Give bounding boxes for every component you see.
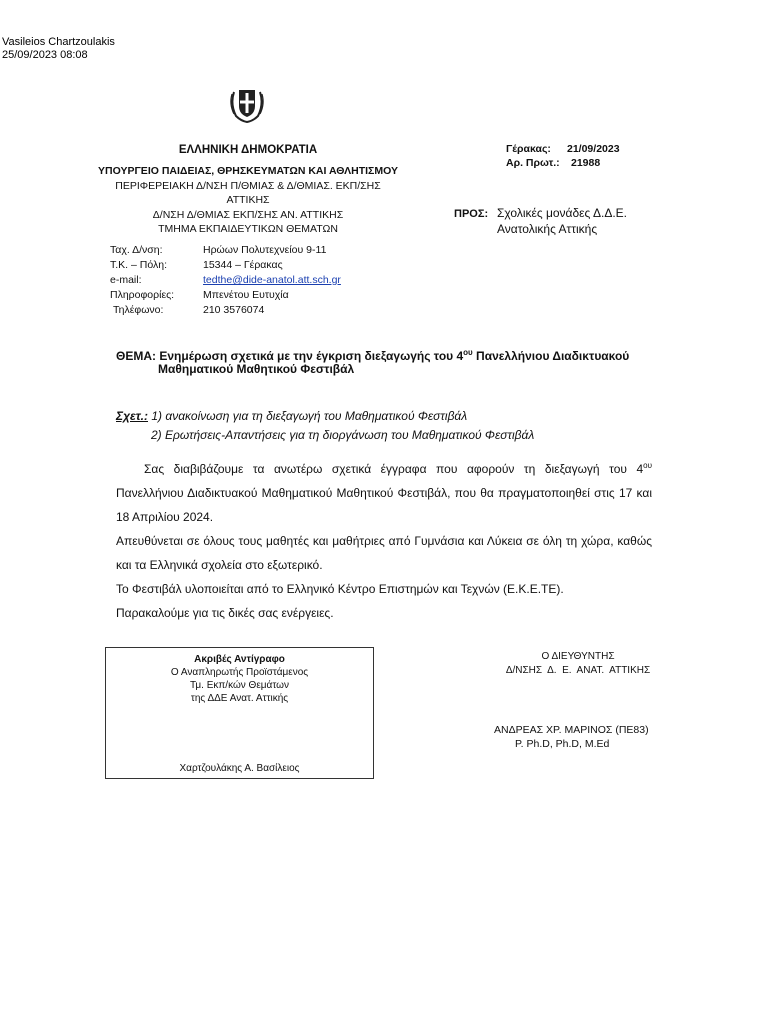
address-value: Ηρώων Πολυτεχνείου 9-11 (203, 244, 327, 256)
letter-body (116, 454, 652, 625)
body-p1-post: Πανελλήνιου Διαδικτυακού Μαθηματικού Μαθητικού Φεστιβάλ, που θα πραγματοποιηθεί στις 17 και 18 Απριλίου 2024. (116, 486, 652, 524)
director-degrees: P. Ph.D, Ph.D, M.Ed (515, 738, 610, 750)
phone-value: 210 3576074 (203, 304, 265, 316)
address-label: Ταχ. Δ/νση: (110, 244, 163, 256)
body-paragraph-3: Το Φεστιβάλ υλοποιείται από το Ελληνικό Κέντρο Επιστημών και Τεχνών (Ε.Κ.Ε.ΤΕ). (116, 582, 564, 596)
postal-label: Τ.Κ. – Πόλη: (110, 259, 168, 271)
subject-text-pre: Ενημέρωση σχετικά με την έγκριση διεξαγωγής του 4 (159, 349, 464, 363)
protocol-label: Αρ. Πρωτ.: (506, 157, 560, 169)
regional-directorate-line2: ΑΤΤΙΚΗΣ (226, 194, 270, 206)
body-p1-pre: Σας διαβιβάζουμε τα ανωτέρω σχετικά έγγραφα που αφορούν τη διεξαγωγή του 4 (144, 462, 644, 476)
director-name: ΑΝΔΡΕΑΣ ΧΡ. ΜΑΡΙΝΟΣ (ΠΕ83) (494, 724, 649, 736)
protocol-number: 21988 (571, 157, 601, 169)
body-paragraph-4: Παρακαλούμε για τις δικές σας ενέργειες. (116, 606, 334, 620)
subject-label: ΘΕΜΑ: (116, 349, 156, 363)
copy-box-title: Ακριβές Αντίγραφο (194, 654, 285, 665)
department-name: ΤΜΗΜΑ ΕΚΠΑΙΔΕΥΤΙΚΩΝ ΘΕΜΑΤΩΝ (158, 223, 338, 235)
ministry-title: ΥΠΟΥΡΓΕΙΟ ΠΑΙΔΕΙΑΣ, ΘΡΗΣΚΕΥΜΑΤΩΝ ΚΑΙ ΑΘΛΗΤΙΣΜΟΥ (98, 165, 398, 177)
director-unit: Δ/ΝΣΗΣ Δ. Ε. ΑΝΑΤ. ΑΤΤΙΚΗΣ (505, 665, 651, 676)
subject-ordinal-suffix: ου (463, 348, 473, 357)
place-label: Γέρακας: (506, 143, 551, 155)
references-label: Σχετ.: (116, 409, 148, 423)
copy-box-line1: Ο Αναπληρωτής Προϊστάμενος (170, 667, 309, 678)
info-value: Μπενέτου Ευτυχία (203, 289, 289, 301)
recipient-line2: Ανατολικής Αττικής (497, 222, 598, 236)
recipient-label: ΠΡΟΣ: (454, 208, 489, 220)
recipient-line1: Σχολικές μονάδες Δ.Δ.Ε. (497, 206, 628, 220)
phone-label: Τηλέφωνο: (113, 304, 164, 316)
subject-line2: Μαθηματικού Μαθητικού Φεστιβάλ (158, 362, 355, 376)
greek-emblem-icon (226, 84, 268, 124)
document-date: 21/09/2023 (567, 143, 620, 155)
directorate-name: Δ/ΝΣΗ Δ/ΘΜΙΑΣ ΕΚΠ/ΣΗΣ ΑΝ. ΑΤΤΙΚΗΣ (152, 209, 344, 221)
republic-title: ΕΛΛΗΝΙΚΗ ΔΗΜΟΚΡΑΤΙΑ (178, 144, 318, 156)
body-ordinal-suffix: ου (643, 461, 652, 470)
copy-box-line2: Τμ. Εκπ/κών Θεμάτων (190, 680, 289, 691)
signature-timestamp: 25/09/2023 08:08 (2, 49, 88, 61)
body-paragraph-2: Απευθύνεται σε όλους τους μαθητές και μαθήτριες από Γυμνάσια και Λύκεια σε όλη τη χώρα, καθώς και τα Ελληνικά σχολεία στο εξωτερικό. (116, 534, 652, 572)
postal-value: 15344 – Γέρακας (203, 259, 283, 271)
reference-line1 (116, 409, 467, 423)
regional-directorate-line1: ΠΕΡΙΦΕΡΕΙΑΚΗ Δ/ΝΣΗ Π/ΘΜΙΑΣ & Δ/ΘΜΙΑΣ. ΕΚΠ/ΣΗΣ (115, 180, 381, 192)
director-title: Ο ΔΙΕΥΘΥΝΤΗΣ (541, 651, 615, 662)
copy-box-line3: της ΔΔΕ Ανατ. Αττικής (190, 693, 289, 704)
copy-box-name: Χαρτζουλάκης Α. Βασίλειος (179, 763, 300, 774)
signer-name: Vasileios Chartzoulakis (2, 36, 115, 48)
email-link[interactable]: tedthe@dide-anatol.att.sch.gr (203, 274, 341, 286)
info-label: Πληροφορίες: (110, 289, 175, 301)
body-paragraph-1 (116, 454, 652, 529)
subject-text-post: Πανελλήνιου Διαδικτυακού (472, 349, 630, 363)
reference-item-2: 2) Ερωτήσεις-Απαντήσεις για τη διοργάνωση του Μαθηματικού Φεστιβάλ (151, 428, 535, 442)
certified-copy-box (105, 647, 374, 779)
reference-item-1: 1) ανακοίνωση για τη διεξαγωγή του Μαθηματικού Φεστιβάλ (151, 409, 468, 423)
email-label: e-mail: (110, 274, 142, 286)
